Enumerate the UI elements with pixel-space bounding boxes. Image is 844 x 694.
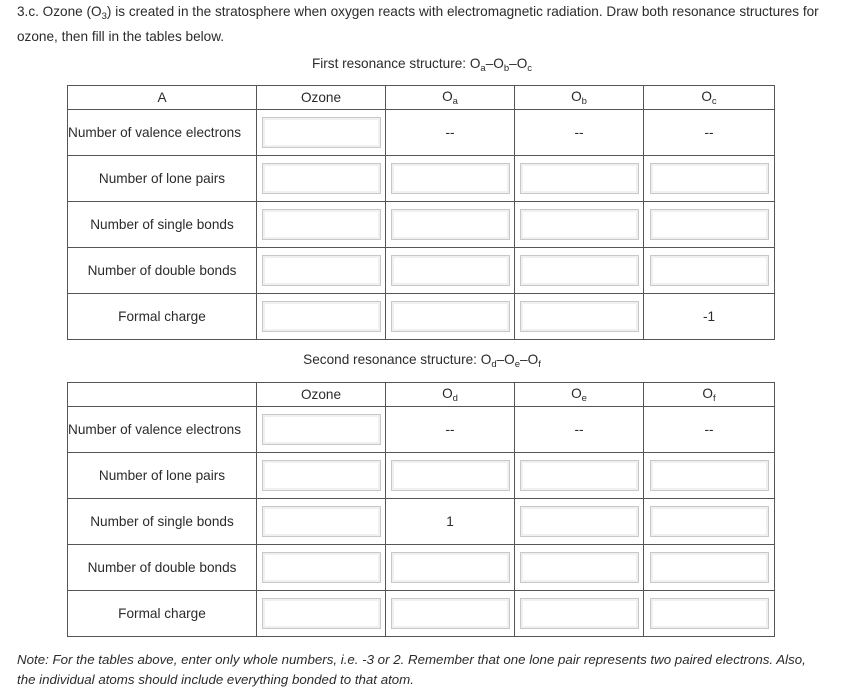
table-cell: [515, 156, 644, 202]
table-cell: [515, 248, 644, 294]
table-cell: [644, 202, 775, 248]
atom-subscript: b: [503, 63, 510, 74]
question-part-1: 3.c. Ozone (O: [17, 4, 102, 19]
table-row: [68, 545, 775, 591]
atom-label-d: $O_d$: [480, 352, 497, 370]
atom-subscript: a: [480, 63, 486, 74]
column-subscript: f: [712, 392, 716, 404]
table-cell: [515, 453, 644, 499]
row-label: Number of lone pairs: [68, 156, 257, 202]
atom-label-f: $O_f$: [527, 352, 541, 370]
answer-input[interactable]: [391, 209, 510, 240]
atom-subscript: d: [491, 359, 497, 370]
answer-input[interactable]: [520, 460, 639, 491]
atom-label-c: $O_c$: [516, 56, 533, 74]
table-cell: [515, 591, 644, 637]
table-cell: [257, 453, 386, 499]
answer-input[interactable]: [520, 552, 639, 583]
answer-input[interactable]: [650, 552, 769, 583]
column-header-ozone: Ozone: [257, 383, 386, 407]
answer-input[interactable]: [650, 598, 769, 629]
table-cell: [386, 591, 515, 637]
table-cell: [386, 499, 515, 545]
answer-input[interactable]: [391, 163, 510, 194]
column-header-f: $O_f$: [644, 383, 775, 407]
table-cell: [386, 407, 515, 453]
header-row: [68, 86, 775, 110]
column-subscript: c: [711, 95, 717, 107]
answer-input[interactable]: [520, 506, 639, 537]
column-header-b: $O_b$: [515, 86, 644, 110]
table-cell: [515, 110, 644, 156]
atom-label-e: $O_e$: [504, 352, 521, 370]
table-cell: [257, 545, 386, 591]
column-subscript: e: [581, 392, 587, 404]
first-structure-caption: [0, 56, 844, 74]
question-text: [17, 2, 827, 47]
bond-symbol: –: [485, 56, 494, 71]
answer-input[interactable]: [650, 506, 769, 537]
table-cell: [257, 248, 386, 294]
answer-input[interactable]: [262, 506, 381, 537]
table-row: [68, 248, 775, 294]
answer-input[interactable]: [520, 255, 639, 286]
table-row: [68, 202, 775, 248]
table-row: [68, 294, 775, 340]
atom-subscript: f: [538, 359, 541, 370]
table-row: [68, 453, 775, 499]
column-header-e: $O_e$: [515, 383, 644, 407]
bond-symbol: –: [520, 352, 528, 367]
answer-input[interactable]: [262, 209, 381, 240]
answer-input[interactable]: [391, 460, 510, 491]
answer-input[interactable]: [391, 598, 510, 629]
table-cell: [515, 407, 644, 453]
answer-input[interactable]: [262, 552, 381, 583]
answer-input[interactable]: [391, 552, 510, 583]
table-cell: [257, 110, 386, 156]
bond-symbol: –: [509, 56, 517, 71]
bond-symbol: –: [496, 352, 505, 367]
answer-input[interactable]: [650, 209, 769, 240]
answer-input[interactable]: [650, 460, 769, 491]
table-row: [68, 156, 775, 202]
answer-input[interactable]: [391, 301, 510, 332]
answer-input[interactable]: [520, 301, 639, 332]
answer-input[interactable]: [262, 255, 381, 286]
answer-input[interactable]: [262, 598, 381, 629]
answer-input[interactable]: [262, 460, 381, 491]
given-value: --: [574, 125, 584, 140]
column-header-d: $O_d$: [386, 383, 515, 407]
given-value: --: [574, 422, 584, 437]
table-cell: [644, 453, 775, 499]
table-cell: [386, 294, 515, 340]
answer-input[interactable]: [650, 163, 769, 194]
table-cell: [257, 499, 386, 545]
given-value: --: [445, 125, 455, 140]
row-label: Formal charge: [68, 591, 257, 637]
answer-input[interactable]: [262, 414, 381, 445]
table-cell: [515, 202, 644, 248]
table-row: [68, 499, 775, 545]
given-value: -1: [702, 309, 716, 324]
note-text: Note: For the tables above, enter only whole numbers, i.e. -3 or 2. Remember that one lone pair represents two paired electrons. Also, the individual atoms should include everything bonded to that atom.: [17, 652, 806, 687]
table-row: [68, 110, 775, 156]
table-cell: [257, 202, 386, 248]
second-structure-caption: [0, 352, 844, 370]
column-subscript: d: [452, 392, 458, 404]
table-cell: [257, 591, 386, 637]
corner-header: [68, 383, 257, 407]
given-value: --: [445, 422, 455, 437]
given-value: 1: [446, 514, 454, 529]
table-cell: [386, 110, 515, 156]
row-label: Formal charge: [68, 294, 257, 340]
atom-subscript: e: [514, 359, 521, 370]
table-cell: [644, 545, 775, 591]
first-caption-label: First resonance structure:: [311, 56, 470, 71]
table-cell: [644, 499, 775, 545]
answer-input[interactable]: [262, 301, 381, 332]
table-cell: [257, 156, 386, 202]
column-header-a: $O_a$: [386, 86, 515, 110]
table-cell: [644, 407, 775, 453]
atom-label-b: $O_b$: [493, 56, 510, 74]
table-cell: [386, 248, 515, 294]
table-cell: [257, 407, 386, 453]
row-label: Number of single bonds: [68, 499, 257, 545]
table-cell: [644, 156, 775, 202]
row-label: Number of valence electrons: [68, 110, 257, 156]
question-subscript: 3: [101, 11, 107, 22]
row-label: Number of single bonds: [68, 202, 257, 248]
table-cell: [644, 591, 775, 637]
table-row: [68, 591, 775, 637]
column-subscript: a: [452, 95, 458, 107]
table-cell: [386, 156, 515, 202]
column-subscript: b: [581, 95, 587, 107]
row-label: Number of double bonds: [68, 545, 257, 591]
given-value: --: [704, 422, 714, 437]
column-header-c: $O_c$: [644, 86, 775, 110]
row-label: Number of lone pairs: [68, 453, 257, 499]
atom-label-a: $O_a$: [469, 56, 486, 74]
answer-input[interactable]: [520, 163, 639, 194]
table-cell: [644, 110, 775, 156]
table-cell: [257, 294, 386, 340]
answer-input[interactable]: [520, 598, 639, 629]
second-caption-label: Second resonance structure:: [303, 352, 481, 367]
answer-input[interactable]: [391, 255, 510, 286]
row-label: Number of valence electrons: [68, 407, 257, 453]
column-header-ozone: Ozone: [257, 86, 386, 110]
question-part-2: ) is created in the stratosphere when oxygen reacts with electromagnetic radiation. Draw both resonance structures for ozone, then fill in the tables below.: [17, 4, 819, 44]
table-cell: [515, 499, 644, 545]
table-cell: [644, 294, 775, 340]
table-row: [68, 407, 775, 453]
answer-input[interactable]: [650, 255, 769, 286]
table-cell: [386, 202, 515, 248]
row-label: Number of double bonds: [68, 248, 257, 294]
table-cell: [386, 453, 515, 499]
atom-subscript: c: [527, 63, 533, 74]
answer-input[interactable]: [262, 163, 381, 194]
table-cell: [515, 294, 644, 340]
corner-header: A: [68, 86, 257, 110]
answer-input[interactable]: [520, 209, 639, 240]
table-cell: [644, 248, 775, 294]
first-resonance-table: [67, 85, 775, 340]
second-resonance-table: [67, 382, 775, 637]
header-row: [68, 383, 775, 407]
answer-input[interactable]: [262, 117, 381, 148]
table-cell: [515, 545, 644, 591]
table-cell: [386, 545, 515, 591]
given-value: --: [704, 125, 714, 140]
